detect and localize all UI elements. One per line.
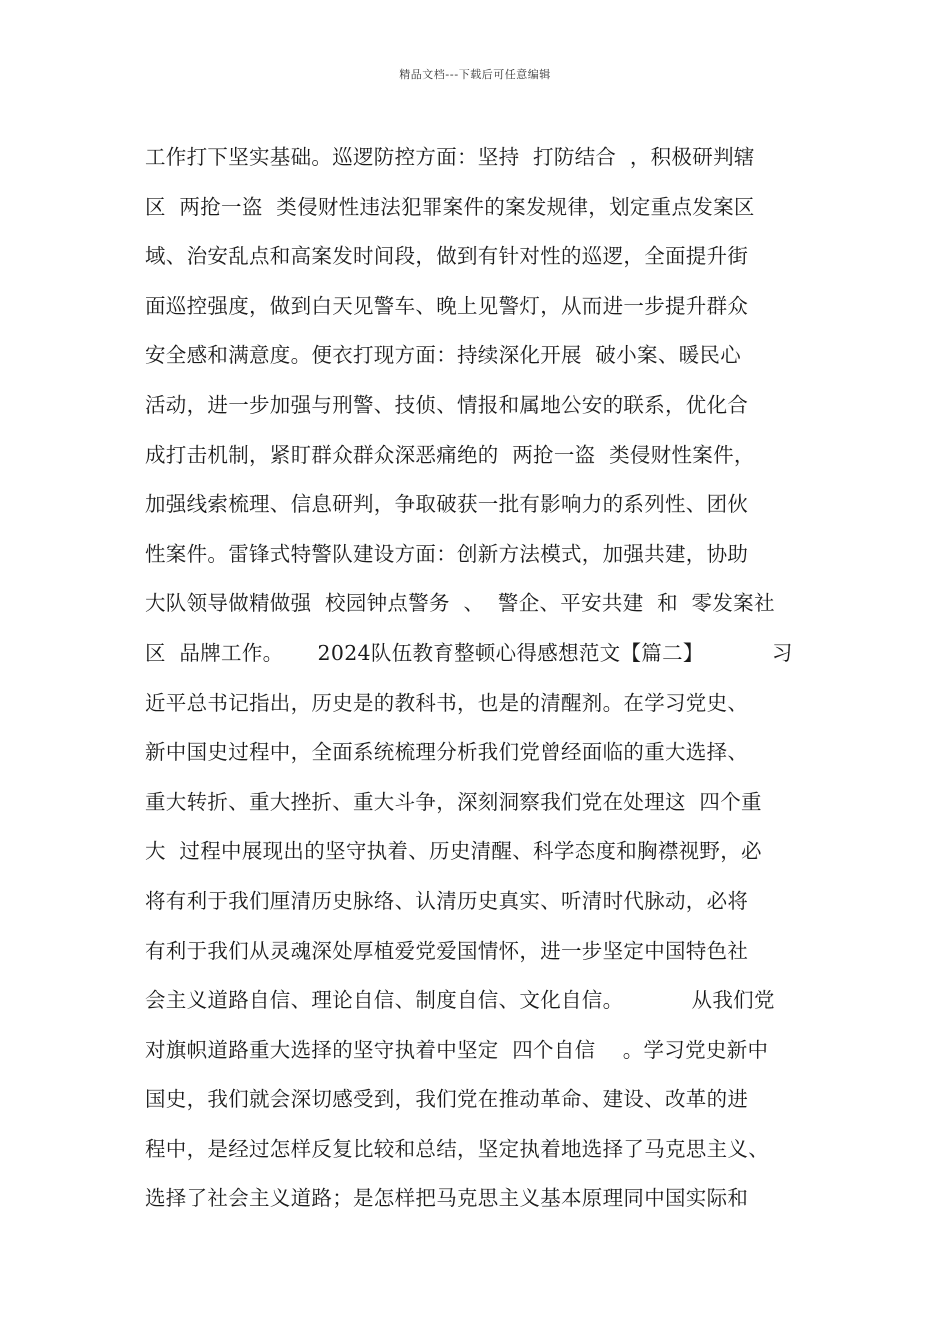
text-line: 加强线索梳理、信息研判，争取破获一批有影响力的系列性、团伙 (145, 492, 749, 517)
text-line: 区 品牌工作。 2024队伍教育整顿心得感想范文【篇二】 习 (145, 640, 793, 665)
text-line: 成打击机制，紧盯群众群众深恶痛绝的 两抢一盗 类侵财性案件， (145, 442, 755, 467)
text-line: 性案件。雷锋式特警队建设方面：创新方法模式，加强共建，协助 (145, 541, 749, 566)
text-line: 有利于我们从灵魂深处厚植爱党爱国情怀，进一步坚定中国特色社 (145, 938, 749, 963)
text-line: 新中国史过程中，全面系统梳理分析我们党曾经面临的重大选择、 (145, 740, 749, 765)
text-line: 活动，进一步加强与刑警、技侦、情报和属地公安的联系，优化合 (145, 392, 749, 417)
text-line: 程中，是经过怎样反复比较和总结，坚定执着地选择了马克思主义、 (145, 1136, 769, 1161)
text-line: 大 过程中展现出的坚守执着、历史清醒、科学态度和胸襟视野，必 (145, 839, 762, 864)
page-header: 精品文档---下载后可任意编辑 (399, 68, 551, 81)
text-line: 区 两抢一盗 类侵财性违法犯罪案件的案发规律，划定重点发案区 (145, 194, 755, 219)
text-line: 国史，我们就会深切感受到，我们党在推动革命、建设、改革的进 (145, 1087, 749, 1112)
text-line: 选择了社会主义道路；是怎样把马克思主义基本原理同中国实际和 (145, 1186, 749, 1211)
text-line: 面巡控强度，做到白天见警车、晚上见警灯，从而进一步提升群众 (145, 293, 749, 318)
text-line: 安全感和满意度。便衣打现方面：持续深化开展 破小案、暖民心 (145, 343, 742, 368)
text-line: 会主义道路自信、理论自信、制度自信、文化自信。 从我们党 (145, 988, 775, 1013)
text-line: 域、治安乱点和高案发时间段，做到有针对性的巡逻，全面提升街 (145, 244, 749, 269)
body-text (145, 133, 835, 1224)
text-line: 近平总书记指出，历史是的教科书，也是的清醒剂。在学习党史、 (145, 690, 749, 715)
text-line: 大队领导做精做强 校园钟点警务 、 警企、平安共建 和 零发案社 (145, 591, 775, 616)
text-line: 将有利于我们厘清历史脉络、认清历史真实、听清时代脉动，必将 (145, 888, 749, 913)
text-line: 对旗帜道路重大选择的坚守执着中坚定 四个自信 。学习党史新中 (145, 1037, 769, 1062)
text-line: 重大转折、重大挫折、重大斗争，深刻洞察我们党在处理这 四个重 (145, 789, 762, 814)
text-line: 工作打下坚实基础。巡逻防控方面：坚持 打防结合 ，积极研判辖 (145, 145, 755, 169)
